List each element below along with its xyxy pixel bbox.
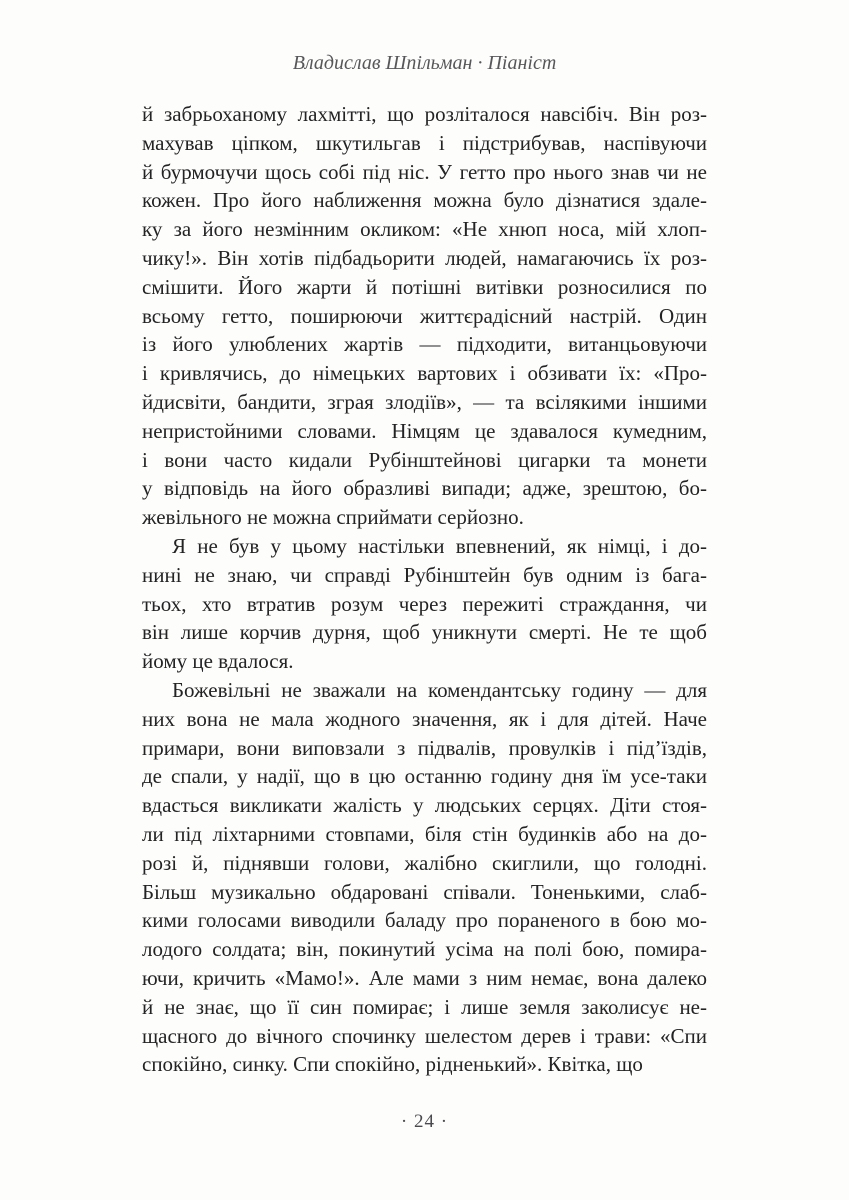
text-line: щасного до вічного спочинку шелестом дерев і трави: «Спи (142, 1023, 707, 1048)
text-line: жевільного не можна сприймати серйозно. (142, 505, 524, 530)
text-line: тьох, хто втратив розум через пережиті страждання, чи (142, 591, 707, 616)
text-line: смішити. Його жарти й потішні витівки розносилися по (142, 274, 707, 299)
text-line: чику!». Він хотів підбадьорити людей, намагаючись їх роз- (142, 245, 707, 270)
text-line: спокійно, синку. Спи спокійно, рідненький». Квітка, що (142, 1052, 643, 1077)
text-line: лодого солдата; він, покинутий усіма на полі бою, помира- (142, 937, 707, 962)
text-line: йдисвіти, бандити, зграя злодіїв», — та всілякими іншими (142, 389, 707, 414)
text-line: йому це вдалося. (142, 649, 294, 674)
body-text-block (142, 100, 707, 1079)
text-line: ючи, кричить «Мамо!». Але мами з ним немає, вона далеко (142, 965, 707, 990)
text-line: Я не був у цьому настільки впевнений, як німці, і до- (172, 533, 707, 558)
text-line: ли під ліхтарними стовпами, біля стін будинків або на до- (142, 821, 707, 846)
text-line: нині не знаю, чи справді Рубінштейн був одним із бага- (142, 562, 707, 587)
text-line: Божевільні не зважали на комендантську годину — для (172, 677, 707, 702)
text-line: у відповідь на його образливі випади; адже, зрештою, бо- (142, 476, 707, 501)
running-header: Владислав Шпільман · Піаніст (292, 52, 557, 74)
text-line: і кривлячись, до німецьких вартових і обзивати їх: «Про- (142, 361, 707, 386)
text-line: із його улюблених жартів — підходити, витанцьовуючи (142, 332, 707, 357)
text-line: й не знає, що її син помирає; і лише земля заколисує не- (142, 994, 707, 1019)
text-line: махував ціпком, шкутильгав і підстрибував, наспівуючи (142, 130, 707, 155)
text-line: Більш музикально обдаровані співали. Тоненькими, слаб- (142, 879, 707, 904)
text-line: кожен. Про його наближення можна було дізнатися здале- (142, 188, 707, 213)
text-line: непристойними словами. Німцям це здавалося кумедним, (142, 418, 707, 443)
text-line: він лише корчив дурня, щоб уникнути смерті. Не те щоб (142, 620, 707, 645)
text-line: них вона не мала жодного значення, як і для дітей. Наче (142, 706, 707, 731)
text-line: вдасться викликати жалість у людських серцях. Діти стоя- (142, 793, 707, 818)
text-line: кими голосами виводили баладу про пораненого в бою мо- (142, 908, 707, 933)
text-line: всьому гетто, поширюючи життєрадісний настрій. Один (142, 303, 707, 328)
text-line: де спали, у надії, що в цю останню годину дня їм усе-таки (142, 764, 707, 789)
text-line: примари, вони виповзали з підвалів, провулків і під’їздів, (142, 735, 707, 760)
text-line: і вони часто кидали Рубінштейнові цигарки та монети (142, 447, 707, 472)
text-line: ку за його незмінним окликом: «Не хнюп носа, мій хлоп- (142, 217, 707, 242)
page-number: · 24 · (400, 1111, 449, 1132)
text-line: розі й, піднявши голови, жалібно скиглили, що голодні. (142, 850, 707, 875)
text-line: й забрьоханому лахмітті, що розліталося навсібіч. Він роз- (142, 102, 707, 126)
text-line: й бурмочучи щось собі під ніс. У гетто про нього знав чи не (142, 159, 707, 184)
